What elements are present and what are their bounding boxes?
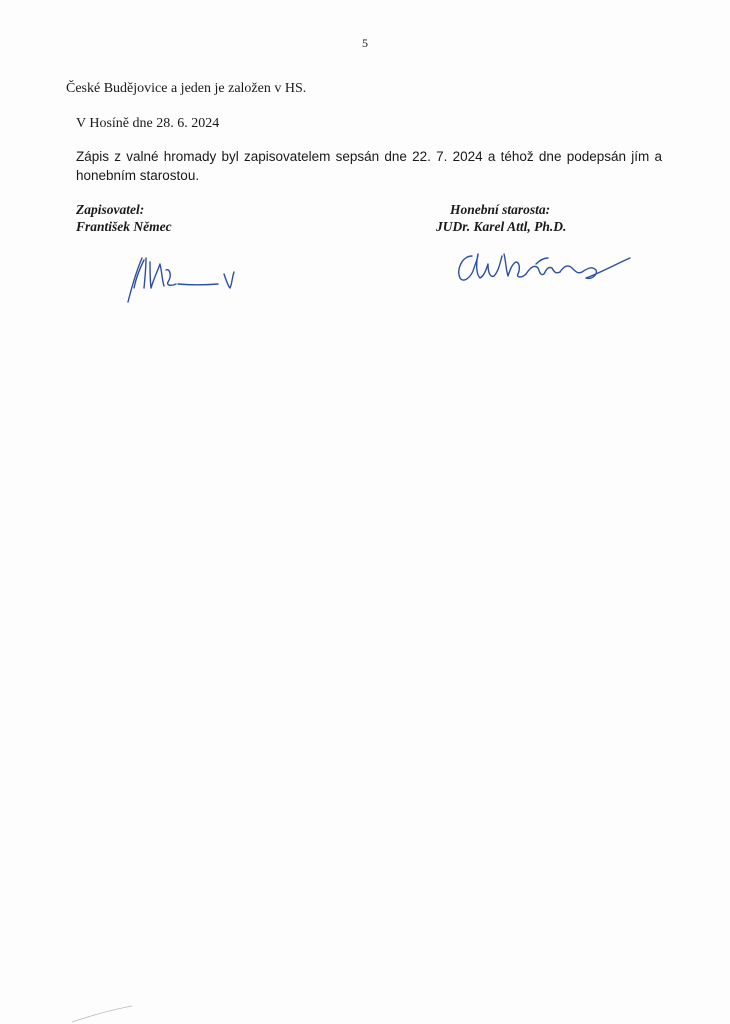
recorder-name: František Němec <box>76 219 172 234</box>
recorder-signature-block <box>76 201 172 235</box>
minutes-statement: Zápis z valné hromady byl zapisovatelem sepsán dne 22. 7. 2024 a téhož dne podepsán jím a honebním starostou. <box>76 149 662 183</box>
recorder-role: Zapisovatel: <box>76 202 145 217</box>
page-number: 5 <box>362 36 368 50</box>
recorder-handwritten-signature <box>120 248 245 308</box>
place-and-date: V Hosíně dne 28. 6. 2024 <box>76 116 220 131</box>
chairman-name: JUDr. Karel Attl, Ph.D. <box>436 219 567 234</box>
chairman-role: Honební starosta: <box>450 202 551 217</box>
hunting-chairman-signature-block <box>436 201 566 235</box>
chairman-handwritten-signature <box>452 240 637 295</box>
text-line-continuation: České Budějovice a jeden je založen v HS. <box>66 81 307 96</box>
scan-artifact-mark <box>70 1004 140 1024</box>
